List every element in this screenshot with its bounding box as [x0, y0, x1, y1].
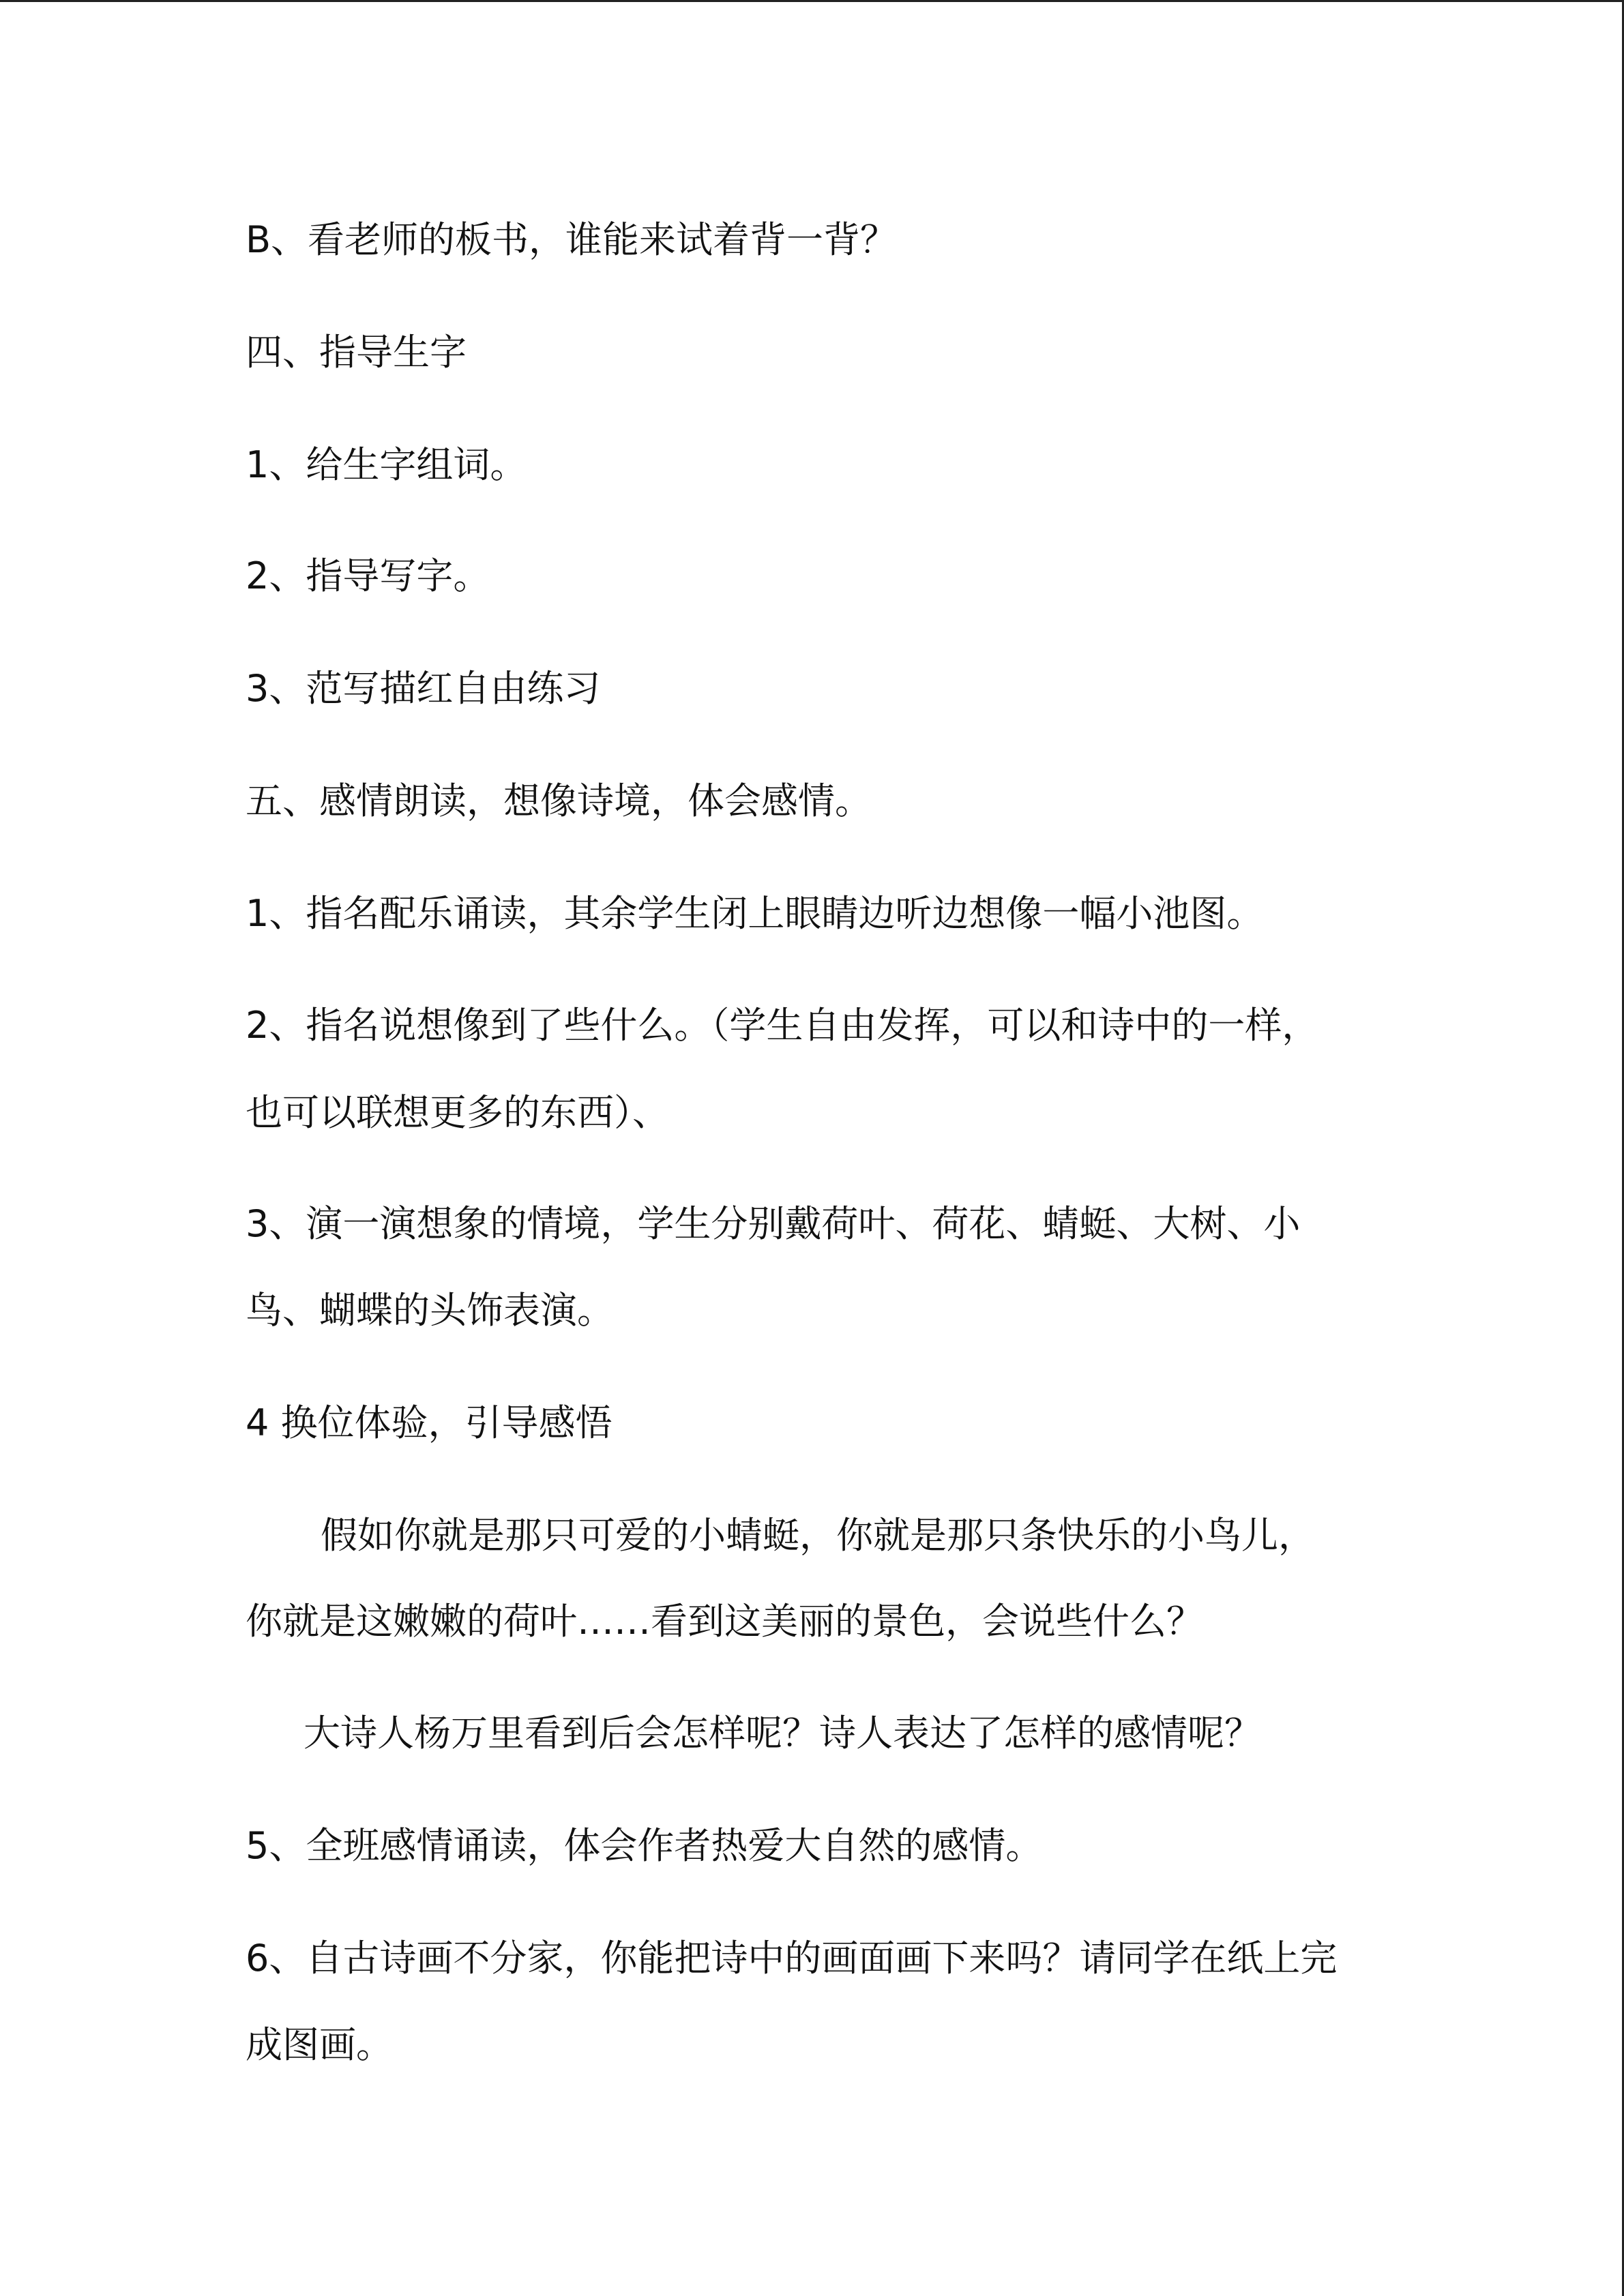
text-line-13: 假如你就是那只可爱的小蜻蜓，你就是那只条快乐的小鸟儿， [321, 1514, 1315, 1557]
text-line-16: 5、全班感情诵读，体会作者热爱大自然的感情。 [246, 1824, 1043, 1867]
text-line-10: 3、演一演想象的情境，学生分别戴荷叶、荷花、蜻蜓、大树、小 [246, 1202, 1301, 1245]
text-line-4: 2、指导写字。 [246, 554, 490, 597]
text-line-14: 你就是这嫩嫩的荷叶……看到这美丽的景色，会说些什么？ [246, 1600, 1203, 1643]
text-line-2: 四、指导生字 [246, 331, 467, 374]
text-line-8: 2、指名说想像到了些什么。（学生自由发挥，可以和诗中的一样， [246, 1004, 1319, 1047]
text-line-18: 成图画。 [246, 2023, 393, 2066]
text-line-12: 4 换位体验，引导感悟 [246, 1401, 612, 1444]
text-line-9: 也可以联想更多的东西）、 [246, 1091, 669, 1134]
text-line-11: 鸟、蝴蝶的头饰表演。 [246, 1289, 614, 1332]
text-line-3: 1、给生字组词。 [246, 443, 527, 486]
top-border-line [0, 0, 1624, 2]
text-line-1: B、看老师的板书，谁能来试着背一背？ [246, 218, 898, 261]
text-line-5: 3、范写描红自由练习 [246, 667, 601, 710]
text-line-15: 大诗人杨万里看到后会怎样呢？诗人表达了怎样的感情呢？ [304, 1712, 1261, 1755]
text-line-6: 五、感情朗读，想像诗境，体会感情。 [246, 779, 872, 822]
text-line-7: 1、指名配乐诵读，其余学生闭上眼睛边听边想像一幅小池图。 [246, 892, 1264, 935]
text-line-17: 6、自古诗画不分家，你能把诗中的画面画下来吗？请同学在纸上完 [246, 1937, 1338, 1980]
